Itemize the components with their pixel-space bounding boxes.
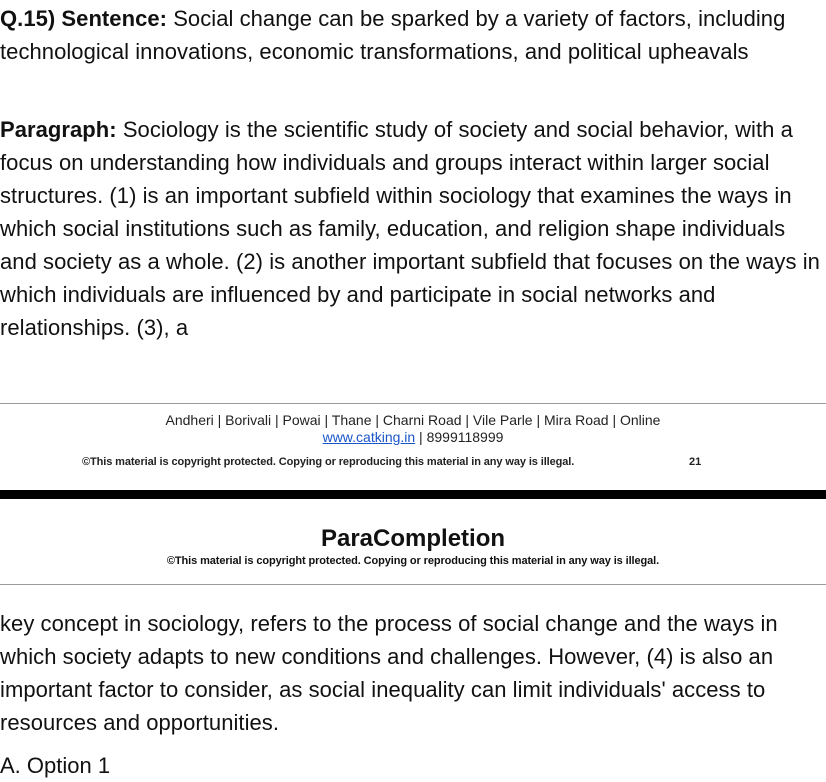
phone-number: | 8999118999 (415, 429, 504, 445)
sentence-text: Social change can be sparked by a variety of factors, including technological innovations, economic transformations, and political upheavals (0, 6, 786, 64)
paragraph-label: Paragraph: (0, 117, 117, 142)
sentence-label: Q.15) Sentence: (0, 6, 168, 31)
footer-contact (0, 429, 826, 446)
page-footer (0, 412, 826, 468)
page-break-bar (0, 490, 826, 499)
website-link[interactable]: www.catking.in (322, 429, 416, 445)
footer-divider (0, 403, 826, 404)
option-1[interactable]: A. Option 1 (0, 753, 111, 778)
header-divider (0, 584, 826, 585)
header-copyright: ©This material is copyright protected. Copying or reproducing this material in any way is illegal. (166, 555, 660, 567)
footer-locations: Andheri | Borivali | Powai | Thane | Charni Road | Vile Parle | Mira Road | Online (165, 412, 661, 428)
question-paragraph (0, 113, 822, 344)
page-number: 21 (689, 456, 702, 468)
question-paragraph-continued: key concept in sociology, refers to the process of social change and the ways in which society adapts to new conditions and challenges. However, (4) is also an important factor to consider, as social inequality can limit individuals' access to resources and opportunities. (0, 611, 778, 735)
section-title: ParaCompletion (320, 525, 506, 552)
question-sentence (0, 2, 822, 68)
page-header (0, 524, 826, 568)
paragraph-text: Sociology is the scientific study of society and social behavior, with a focus on understanding how individuals and groups interact within larger social structures. (1) is an important subfield within sociology that examines the ways in which social institutions such as family, education, and religion shape individuals and society as a whole. (2) is another important subfield that focuses on the ways in which individuals are influenced by and participate in social networks and relationships. (3), a (0, 117, 820, 340)
footer-copyright: ©This material is copyright protected. Copying or reproducing this material in any way is illegal. (82, 456, 575, 468)
